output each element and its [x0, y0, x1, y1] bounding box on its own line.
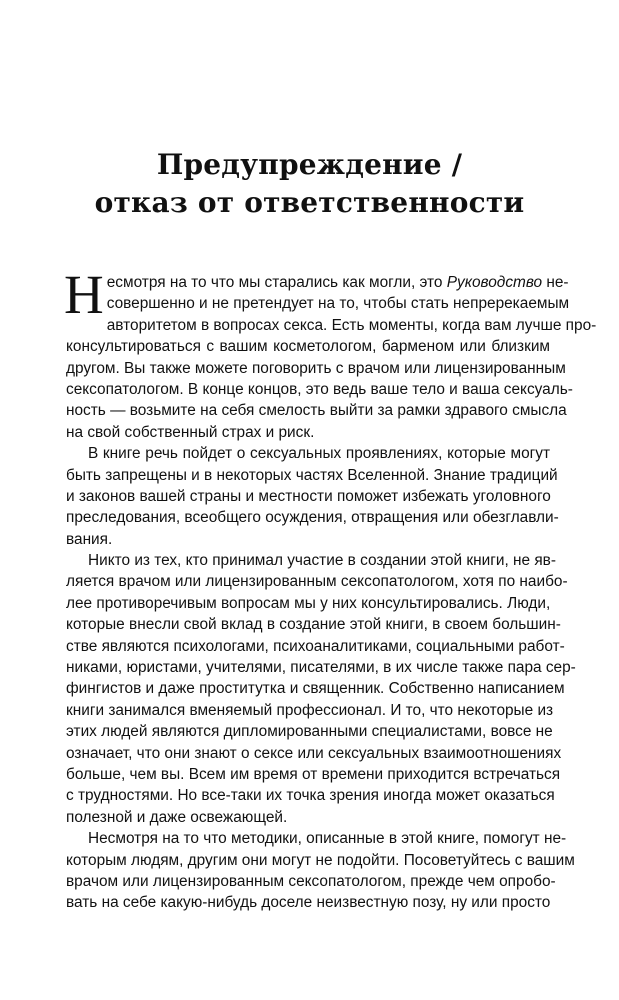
- text-line: стве являются психологами, психоаналитиками, социальными работ-: [66, 637, 565, 655]
- paragraph-2: [66, 443, 559, 550]
- text-line: никами, юристами, учителями, писателями, в их числе также пара сер-: [66, 659, 576, 677]
- text-line: вания.: [66, 530, 113, 548]
- text-line: и законов вашей страны и местности поможет избежать уголовного: [66, 487, 551, 505]
- text-line: полезной и даже освежающей.: [66, 808, 288, 826]
- text-line: врачом или лицензированным сексопатологом, прежде чем опробо-: [66, 872, 556, 890]
- text-line: В книге речь пойдет о сексуальных проявлениях, которые могут: [88, 445, 550, 463]
- title-line-1: Предупреждение /: [156, 148, 463, 181]
- paragraph-4: [66, 828, 575, 914]
- text-line: книги занимался вменяемый профессионал. И то, что некоторые из: [66, 701, 554, 719]
- text-line: вать на себе какую-нибудь доселе неизвестную позу, ну или просто: [66, 894, 551, 912]
- text-line: ляется врачом или лицензированным сексопатологом, хотя по наибо-: [66, 573, 568, 591]
- text-line: другом. Вы также можете поговорить с врачом или лицензированным: [66, 359, 566, 377]
- text-line: Несмотря на то что методики, описанные в этой книге, помогут не-: [88, 830, 567, 848]
- paragraph-1: [64, 264, 597, 443]
- page-title: [60, 146, 559, 222]
- text-line: ность — возьмите на себя смелость выйти за рамки здравого смысла: [66, 402, 567, 420]
- text-line: которые внесли свой вклад в создание этой книги, в своем большин-: [66, 616, 561, 634]
- drop-cap: Н: [64, 264, 104, 325]
- text-line: быть запрещены и в некоторых частях Вселенной. Знание традиций: [66, 466, 558, 484]
- text-line: с трудностями. Но все-таки их точка зрения иногда может оказаться: [66, 787, 555, 805]
- body-text: [64, 264, 597, 914]
- text-line: преследования, всеобщего осуждения, отвращения или обезглавли-: [66, 509, 559, 527]
- text-line: консультироваться с вашим косметологом, барменом или близким: [66, 338, 550, 356]
- title-line-2: отказ от ответственности: [94, 186, 525, 219]
- text-line: на свой собственный страх и риск.: [66, 423, 315, 441]
- text-line: лее противоречивым вопросам мы у них консультировались. Люди,: [66, 594, 551, 612]
- text-line: авторитетом в вопросах секса. Есть моменты, когда вам лучше про-: [106, 316, 597, 334]
- text-line: есмотря на то что мы старались как могли, это Руководство не-: [106, 274, 569, 291]
- text-line: Никто из тех, кто принимал участие в создании этой книги, не яв-: [88, 552, 556, 570]
- text-line: больше, чем вы. Всем им время от времени приходится встречаться: [66, 765, 561, 783]
- text-line: этих людей являются дипломированными специалистами, вовсе не: [66, 723, 553, 741]
- paragraph-3: [66, 550, 576, 828]
- text-line: сексопатологом. В конце концов, это ведь ваше тело и ваша сексуаль-: [66, 380, 573, 398]
- text-line: которым людям, другим они могут не подойти. Посоветуйтесь с вашим: [66, 851, 575, 869]
- text-line: фингистов и даже проститутка и священник. Собственно написанием: [66, 680, 565, 698]
- text-line: означает, что они знают о сексе или сексуальных взаимоотношениях: [66, 744, 562, 762]
- text-line: совершенно и не претендует на то, чтобы стать непререкаемым: [106, 295, 570, 313]
